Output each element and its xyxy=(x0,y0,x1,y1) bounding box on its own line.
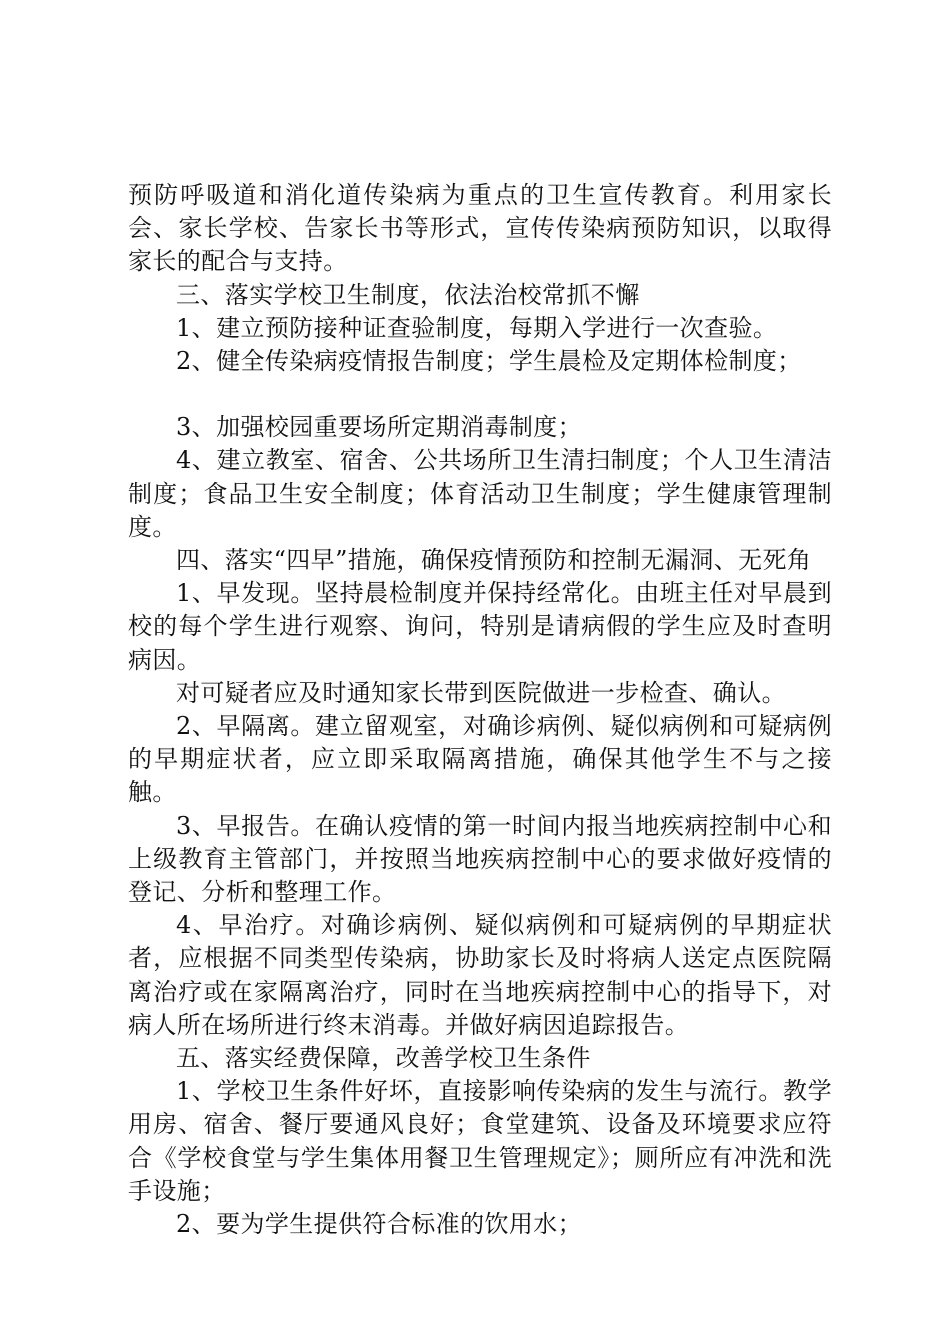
list-item-5-1: 1、学校卫生条件好坏，直接影响传染病的发生与流行。教学用房、宿舍、餐厅要通风良好；食堂建筑、设备及环境要求应符合《学校食堂与学生集体用餐卫生管理规定》；厕所应有冲洗和洗手设施； xyxy=(128,1077,832,1205)
list-item-3-4: 4、建立教室、宿舍、公共场所卫生清扫制度；个人卫生清洁制度；食品卫生安全制度；体育活动卫生制度；学生健康管理制度。 xyxy=(128,446,832,541)
section-heading-5: 五、落实经费保障，改善学校卫生条件 xyxy=(176,1044,591,1073)
list-item-3-2: 2、健全传染病疫情报告制度；学生晨检及定期体检制度； xyxy=(176,347,802,376)
list-item-4-1: 1、早发现。坚持晨检制度并保持经常化。由班主任对早晨到校的每个学生进行观察、询问，特别是请病假的学生应及时查明病因。 xyxy=(128,579,832,674)
list-item-3-1: 1、建立预防接种证查验制度，每期入学进行一次查验。 xyxy=(176,313,778,342)
document-body xyxy=(128,179,832,1241)
paragraph-continuation: 预防呼吸道和消化道传染病为重点的卫生宣传教育。利用家长会、家长学校、告家长书等形式，宣传传染病预防知识，以取得家长的配合与支持。 xyxy=(128,181,832,276)
list-item-5-2: 2、要为学生提供符合标准的饮用水； xyxy=(176,1210,583,1239)
section-heading-3: 三、落实学校卫生制度，依法治校常抓不懈 xyxy=(176,280,640,309)
blank-line xyxy=(128,378,832,411)
list-item-4-3: 3、早报告。在确认疫情的第一时间内报当地疾病控制中心和上级教育主管部门，并按照当地疾病控制中心的要求做好疫情的登记、分析和整理工作。 xyxy=(128,811,832,907)
list-item-4-2: 2、早隔离。建立留观室，对确诊病例、疑似病例和可疑病例的早期症状者，应立即采取隔离措施，确保其他学生不与之接触。 xyxy=(128,712,832,807)
section-heading-4: 四、落实“四早”措施，确保疫情预防和控制无漏洞、无死角 xyxy=(176,546,812,575)
list-item-4-4: 4、早治疗。对确诊病例、疑似病例和可疑病例的早期症状者，应根据不同类型传染病，协助家长及时将病人送定点医院隔离治疗或在家隔离治疗，同时在当地疾病控制中心的指导下，对病人所在场所进行终末消毒。并做好病因追踪报告。 xyxy=(128,911,832,1039)
list-item-3-3: 3、加强校园重要场所定期消毒制度； xyxy=(176,413,583,442)
paragraph-4-1-note: 对可疑者应及时通知家长带到医院做进一步检查、确认。 xyxy=(176,678,786,707)
